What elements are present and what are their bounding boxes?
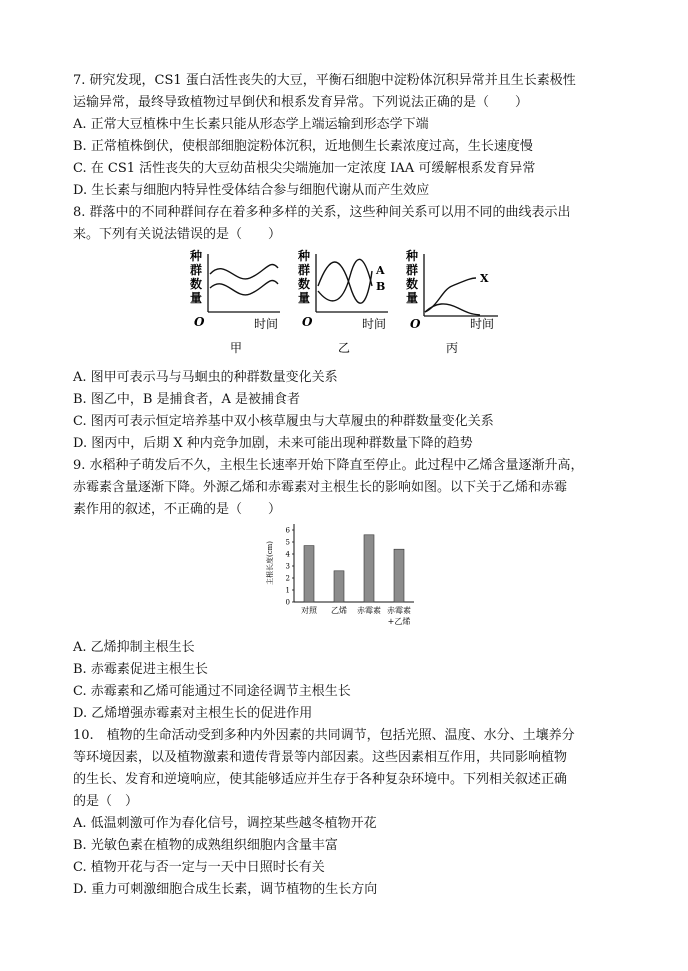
q8-stem-line1: 8. 群落中的不同种群间存在着多种多样的关系，这些种间关系可以用不同的曲线表示出 <box>73 205 571 220</box>
graph-bing-label-x: X <box>480 272 489 285</box>
graph-jia-origin: O <box>194 315 205 329</box>
graph-bing-caption: 丙 <box>446 341 459 355</box>
q9-option-d: D. 乙烯增强赤霉素对主根生长的促进作用 <box>73 706 313 721</box>
chart-ytick-label: 4 <box>285 550 290 559</box>
graph-bing-origin: O <box>410 317 421 331</box>
graph-yi-curve-b <box>318 259 372 300</box>
q10-stem-line4: 的是（ ） <box>73 794 139 809</box>
chart-ytick-label: 2 <box>285 574 290 583</box>
graph-yi-label-a: A <box>376 264 385 277</box>
graph-yi-caption: 乙 <box>338 341 351 355</box>
graph-bing-ylabel-4: 量 <box>406 291 419 305</box>
graph-jia-curve-lower <box>210 281 278 295</box>
q7-option-c: C. 在 CS1 活性丧失的大豆幼苗根尖尖端施加一定浓度 IAA 可缓解根系发育异常 <box>73 161 536 176</box>
chart-category-label: 乙烯 <box>331 606 347 615</box>
graph-bing-ylabel-2: 群 <box>406 263 419 277</box>
graph-jia-ylabel-1: 种 <box>190 249 203 263</box>
q10-stem-line3: 的生长、发育和逆境响应，使其能够适应并生存于各种复杂环境中。下列相关叙述正确 <box>73 772 568 787</box>
chart-bar-4 <box>394 549 404 602</box>
graph-bing-curve-other <box>425 304 480 315</box>
chart-ytick-label: 6 <box>285 526 290 535</box>
q8-option-d: D. 图丙中，后期 X 种内竞争加剧，未来可能出现种群数量下降的趋势 <box>73 436 473 451</box>
graph-yi <box>297 248 388 355</box>
q9-stem-line3: 素作用的叙述，不正确的是（ ） <box>73 502 282 517</box>
chart-ytick-label: 5 <box>285 538 290 547</box>
graph-jia-ylabel-2: 群 <box>190 263 203 277</box>
q9-option-c: C. 赤霉素和乙烯可能通过不同途径调节主根生长 <box>73 684 351 699</box>
q8-option-b: B. 图乙中，B 是捕食者，A 是被捕食者 <box>73 392 301 407</box>
chart-category-label: 对照 <box>301 606 317 615</box>
chart-bar-3 <box>364 535 374 602</box>
graph-yi-ylabel-3: 数 <box>298 277 311 291</box>
q8-stem-line2: 来。下列有关说法错误的是（ ） <box>73 227 282 242</box>
chart-ylabel: 主根长度(cm) <box>266 540 274 586</box>
chart-category-label: 赤霉素 <box>357 606 381 615</box>
q10-stem-line2: 等环境因素，以及植物激素和遗传背景等内部因素。这些因素相互作用，共同影响植物 <box>73 750 568 765</box>
chart-bar-1 <box>304 546 314 602</box>
graph-bing-ylabel-3: 数 <box>406 277 419 291</box>
chart-bar-2 <box>334 571 344 602</box>
q10-option-c: C. 植物开花与否一定与一天中日照时长有关 <box>73 860 325 875</box>
q10-option-d: D. 重力可刺激细胞合成生长素，调节植物的生长方向 <box>73 882 378 897</box>
graph-yi-ylabel-2: 群 <box>298 263 311 277</box>
graph-bing-xlabel: 时间 <box>470 317 495 331</box>
q9-option-b: B. 赤霉素促进主根生长 <box>73 662 208 677</box>
q9-stem-line1: 9. 水稻种子萌发后不久，主根生长速率开始下降直至停止。此过程中乙烯含量逐渐升高， <box>73 458 584 473</box>
graph-bing-ylabel-1: 种 <box>406 249 419 263</box>
q7-option-a: A. 正常大豆植株中生长素只能从形态学上端运输到形态学下端 <box>73 117 429 132</box>
graph-jia-xlabel: 时间 <box>254 317 279 331</box>
q7-stem-line1: 7. 研究发现，CS1 蛋白活性丧失的大豆，平衡石细胞中淀粉体沉积异常并且生长素极性 <box>73 73 576 88</box>
q10-option-a: A. 低温刺激可作为春化信号，调控某些越冬植物开花 <box>73 816 377 831</box>
graph-jia-curve-upper <box>210 265 278 279</box>
graph-yi-label-b: B <box>376 280 386 293</box>
graph-yi-xlabel: 时间 <box>362 317 387 331</box>
graph-jia-caption: 甲 <box>230 341 243 355</box>
q7-option-b: B. 正常植株倒伏，使根部细胞淀粉体沉积，近地侧生长素浓度过高，生长速度慢 <box>73 139 533 154</box>
q7-option-d: D. 生长素与细胞内特异性受体结合参与细胞代谢从而产生效应 <box>73 183 430 198</box>
graph-yi-ylabel-1: 种 <box>298 249 311 263</box>
graph-jia-ylabel-3: 数 <box>190 277 203 291</box>
q9-option-a: A. 乙烯抑制主根生长 <box>73 640 195 655</box>
chart-ytick-label: 0 <box>285 598 290 607</box>
q9-stem-line2: 赤霉素含量逐渐下降。外源乙烯和赤霉素对主根生长的影响如图。以下关于乙烯和赤霉 <box>73 480 568 495</box>
q7-stem-line2: 运输异常，最终导致植物过早倒伏和根系发育异常。下列说法正确的是（ ） <box>73 95 529 110</box>
graph-yi-curve-a <box>318 262 372 303</box>
graph-yi-ylabel-4: 量 <box>298 291 311 305</box>
q10-stem-line1: 10. 植物的生命活动受到多种内外因素的共同调节，包括光照、温度、水分、土壤养分 <box>73 728 575 743</box>
q10-option-b: B. 光敏色素在植物的成熟组织细胞内含量丰富 <box>73 838 338 853</box>
graph-jia <box>189 248 280 355</box>
q9-bar-chart <box>262 518 422 636</box>
chart-ytick-label: 3 <box>285 562 290 571</box>
q8-graphs-figure <box>180 246 510 361</box>
chart-category-label: 赤霉素 <box>387 606 411 615</box>
graph-bing <box>405 248 498 355</box>
q8-option-a: A. 图甲可表示马与马蛔虫的种群数量变化关系 <box>73 370 338 385</box>
chart-ytick-label: 1 <box>285 586 290 595</box>
graph-yi-origin: O <box>302 315 313 329</box>
q8-option-c: C. 图丙可表示恒定培养基中双小核草履虫与大草履虫的种群数量变化关系 <box>73 414 494 429</box>
graph-jia-ylabel-4: 量 <box>190 291 203 305</box>
chart-category-label: +乙烯 <box>387 617 411 626</box>
